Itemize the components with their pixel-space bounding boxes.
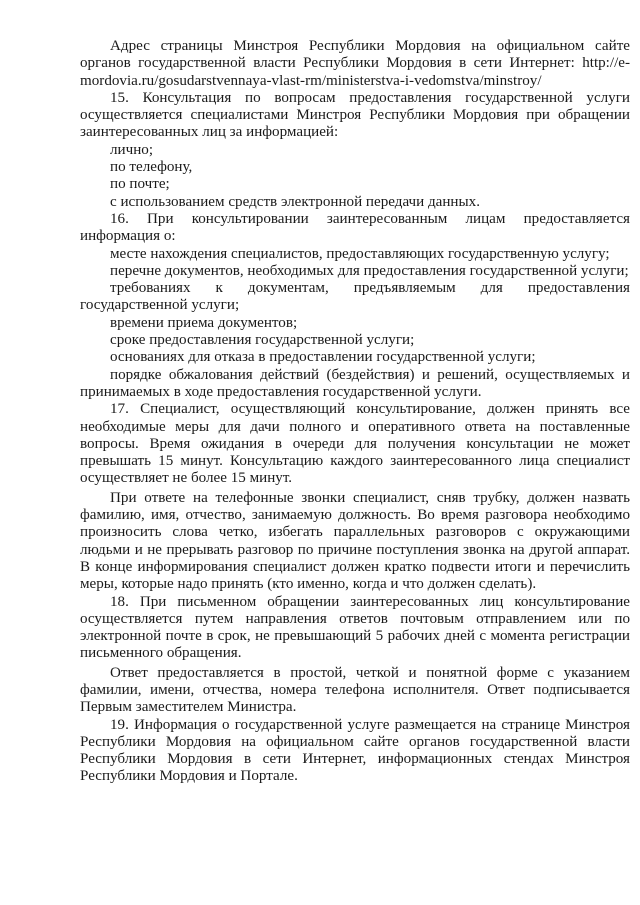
paragraph-19: 19. Информация о государственной услуге размещается на странице Минстроя Республики Мордовия на официальном сайте органов государственной власти Республики Мордовия в сети Интернет, информационных стендах Минстроя Республики Мордовия и Портале. — [80, 716, 630, 785]
list-item: порядке обжалования действий (бездействия) и решений, осуществляемых и принимаемых в ходе предоставления государственной услуги. — [80, 366, 630, 400]
paragraph-15: 15. Консультация по вопросам предоставления государственной услуги осуществляется специалистами Минстроя Республики Мордовия при обращении заинтересованных лиц за информацией: — [80, 89, 630, 141]
list-item: лично; — [110, 141, 154, 158]
list-item: по почте; — [110, 176, 170, 193]
list-item: перечне документов, необходимых для предоставления государственной услуги; — [110, 262, 629, 279]
paragraph-site-address: Адрес страницы Минстроя Республики Мордовия на официальном сайте органов государственной власти Республики Мордовия в сети Интернет: http://e-mordovia.ru/gosudarstvennaya-vlast-rm/ministerstva-i-vedomstva/minstroy/ — [80, 38, 630, 89]
paragraph-16: 16. При консультировании заинтересованным лицам предоставляется информация о: — [80, 210, 630, 245]
list-item: месте нахождения специалистов, предоставляющих государственную услугу; — [110, 245, 610, 262]
list-item: требованиях к документам, предъявляемым для предоставления государственной услуги; — [80, 280, 630, 314]
paragraph-answer: Ответ предоставляется в простой, четкой и понятной форме с указанием фамилии, имени, отчества, номера телефона исполнителя. Ответ подписывается Первым заместителем Министра. — [80, 664, 630, 716]
paragraph-18: 18. При письменном обращении заинтересованных лиц консультирование осуществляется путем направления ответов почтовым отправлением или по электронной почте в срок, не превышающий 5 рабочих дней с момента регистрации письменного обращения. — [80, 593, 630, 662]
list-item: сроке предоставления государственной услуги; — [110, 332, 415, 349]
paragraph-17: 17. Специалист, осуществляющий консультирование, должен принять все необходимые меры для дачи полного и оперативного ответа на поставленные вопросы. Время ожидания в очереди для получения консультации не может превышать 15 минут. Консультацию каждого заинтересованного лица специалист осуществляет не более 15 минут. — [80, 401, 630, 487]
list-item: по телефону, — [110, 159, 193, 176]
list-item: с использованием средств электронной передачи данных. — [110, 193, 480, 210]
list-item: основаниях для отказа в предоставлении государственной услуги; — [110, 349, 536, 366]
list-item: времени приема документов; — [110, 314, 298, 331]
paragraph-phone-calls: При ответе на телефонные звонки специалист, сняв трубку, должен назвать фамилию, имя, отчество, занимаемую должность. Во время разговора необходимо произносить слова четко, избегать параллельных разговоров с окружающими людьми и не прерывать разговор по причине поступления звонка на другой аппарат. В конце информирования специалист должен кратко подвести итоги и перечислить меры, которые надо принять (кто именно, когда и что должен сделать). — [80, 489, 630, 593]
